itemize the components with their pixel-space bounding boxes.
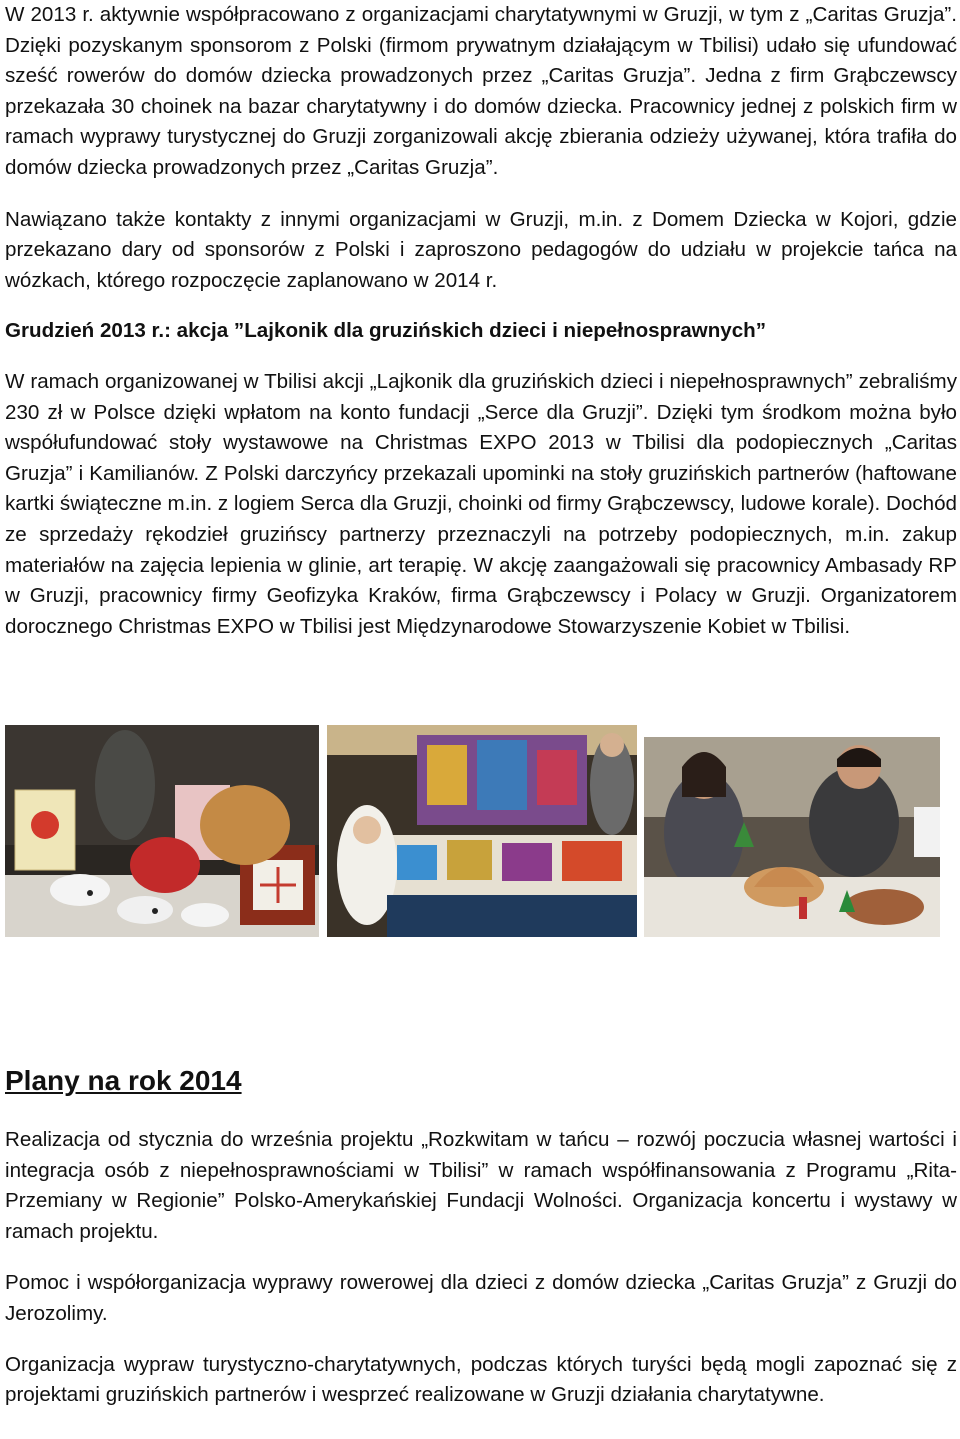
plans-paragraph-1: Realizacja od stycznia do września projektu „Rozkwitam w tańcu – rozwój poczucia własnej wartości i integracja osób z niepełnosprawnościami w Tbilisi” w ramach współfinansowania z Programu „Rita-Przemiany w Regionie” Polsko-Amerykańskiej Fundacji Wolności. Organizacja koncertu i wystawy w ramach projektu. [5, 1128, 957, 1243]
photo-strip [5, 725, 957, 937]
intro-paragraph-1: W 2013 r. aktywnie współpracowano z organizacjami charytatywnymi w Gruzji, w tym z „Caritas Gruzja”. Dzięki pozyskanym sponsorom z Polski (firmom prywatnym działającym w Tbilisi) udało się ufundować sześć rowerów do domów dziecka prowadzonych przez „Caritas Gruzja”. Jedna z firm Grąbczewscy przekazała 30 choinek na bazar charytatywny i do domów dziecka. Pracownicy jednej z polskich firm w ramach wyprawy turystycznej do Gruzji zorganizowali akcję zbierania odzieży używanej, która trafiła do domów dziecka prowadzonych przez „Caritas Gruzja”. [5, 3, 957, 179]
children-clay-workshop-photo [644, 737, 940, 937]
plans-section [5, 1125, 957, 1411]
plans-paragraph-3: Organizacja wypraw turystyczno-charytatywnych, podczas których turyści będą mogli zapoznać się z projektami gruzińskich partnerów i wesprzeć realizowane w Gruzji działania charytatywne. [5, 1352, 957, 1407]
charity-bazaar-stall-photo [327, 725, 637, 937]
plans-paragraph-2: Pomoc i współorganizacja wyprawy rowerowej dla dzieci z domów dziecka „Caritas Gruzja” z Gruzji do Jerozolimy. [5, 1271, 957, 1325]
december-paragraph: W ramach organizowanej w Tbilisi akcji „Lajkonik dla gruzińskich dzieci i niepełnosprawnych” zebraliśmy 230 zł w Polsce dzięki wpłatom na konto fundacji „Serce dla Gruzji”. Dzięki tym środkom można było współufundować stoły wystawowe na Christmas EXPO 2013 w Tbilisi dla podopiecznych „Caritas Gruzja” i Kamilianów. Z Polski darczyńcy przekazali upominki na stoły gruzińskich partnerów (haftowane kartki świąteczne m.in. z logiem Serca dla Gruzji, choinki od firmy Grąbczewscy, ludowe korale). Dochód ze sprzedaży rękodzieł gruzińscy partnerzy przeznaczyli na potrzeby podopiecznych, m.in. zakup materiałów na zajęcia lepienia w glinie, art terapię. W akcję zaangażowali się pracownicy Ambasady RP w Gruzji, pracownicy firmy Geofizyka Kraków, firma Grąbczewscy i Polacy w Gruzji. Organizatorem dorocznego Christmas EXPO w Tbilisi jest Międzynarodowe Stowarzyszenie Kobiet w Tbilisi. [5, 369, 957, 638]
december-heading: Grudzień 2013 r.: akcja ”Lajkonik dla gruzińskich dzieci i niepełnosprawnych” [5, 319, 767, 343]
handicraft-figurines-photo [5, 725, 319, 937]
intro-paragraph-2: Nawiązano także kontakty z innymi organizacjami w Gruzji, m.in. z Domem Dziecka w Kojori, gdzie przekazano dary od sponsorów z Polski i zaproszono pedagogów do udziału w projekcie tańca na wózkach, którego rozpoczęcie zaplanowano w 2014 r. [5, 207, 957, 292]
plans-heading: Plany na rok 2014 [5, 1065, 242, 1096]
document-page [5, 0, 957, 642]
